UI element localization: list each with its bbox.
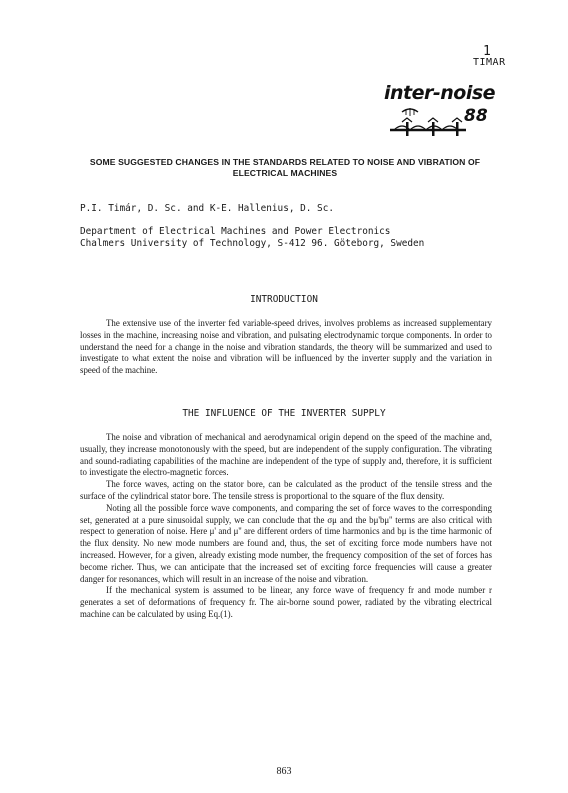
title-line-1: SOME SUGGESTED CHANGES IN THE STANDARDS RELATED TO NOISE AND VIBRATION OF [89, 157, 481, 167]
affiliation-line-2: Chalmers University of Technology, S-412 96. Göteborg, Sweden [80, 238, 425, 249]
header-author-tag: TIMAR [473, 57, 506, 68]
logo-year: 88 [464, 106, 488, 126]
logo-text: inter-noise [384, 82, 496, 104]
header-page-number: 1 [483, 44, 491, 59]
introduction-heading: INTRODUCTION [250, 294, 318, 305]
footer-page-number: 863 [276, 766, 292, 777]
influence-heading: THE INFLUENCE OF THE INVERTER SUPPLY [182, 408, 386, 419]
influence-section-body [80, 432, 492, 621]
authors: P.I. Timár, D. Sc. and K-E. Hallenius, D. Sc. [80, 203, 334, 214]
introduction-paragraph [80, 318, 492, 377]
title-line-2: ELECTRICAL MACHINES [232, 168, 338, 178]
conference-logo [380, 82, 530, 140]
bridge-logo-icon [388, 102, 468, 138]
paragraph-1: The noise and vibration of mechanical and aerodynamical origin depend on the speed of the machine and, usually, they increase monotonously with the speed, but are independent of the supply configuration. The vibrating and sound-radiating capabilities of the machine are independent of the type of supply and, therefore, it is sufficient to investigate the electro-magnetic forces. [80, 432, 492, 478]
paragraph-3: Noting all the possible force wave components, and comparing the set of force waves to the corresponding set, generated at a pure sinusoidal supply, we can conclude that the σμ and the bμ'bμ'' terms are also critical with respect to generation of noise. Here μ' and μ'' are different orders of time harmonics and bμ is the time harmonic of the flux density. No new mode numbers are found and, thus, the set of exciting force mode numbers have not increased. However, for a given, already existing mode number, the frequency composition of the set of forces has become richer. Thus, we can anticipate that the increased set of exciting force frequencies will cause a greater danger for resonances, which will result in an increase of the noise and vibration. [80, 502, 492, 584]
paper-title [60, 157, 510, 179]
intro-text: The extensive use of the inverter fed variable-speed drives, involves problems as increased supplementary losses in the machine, increasing noise and vibration, and pulsating electrodynamic torque components. In order to understand the need for a change in the noise and vibration standards, the theory will be summarized and used to investigate to what extent the noise and vibration will be influenced by the inverter supply and the variation in speed of the machine. [80, 318, 492, 376]
paragraph-2: The force waves, acting on the stator bore, can be calculated as the product of the tensile stress and the surface of the cylindrical stator bore. The tensile stress is proportional to the square of the flux density. [80, 479, 492, 501]
paragraph-4: If the mechanical system is assumed to be linear, any force wave of frequency fr and mode number r generates a set of deformations of frequency fr. The air-borne sound power, radiated by the vibrating electrical machine can be calculated by using Eq.(1). [80, 585, 492, 619]
affiliation-line-1: Department of Electrical Machines and Power Electronics [80, 226, 391, 237]
